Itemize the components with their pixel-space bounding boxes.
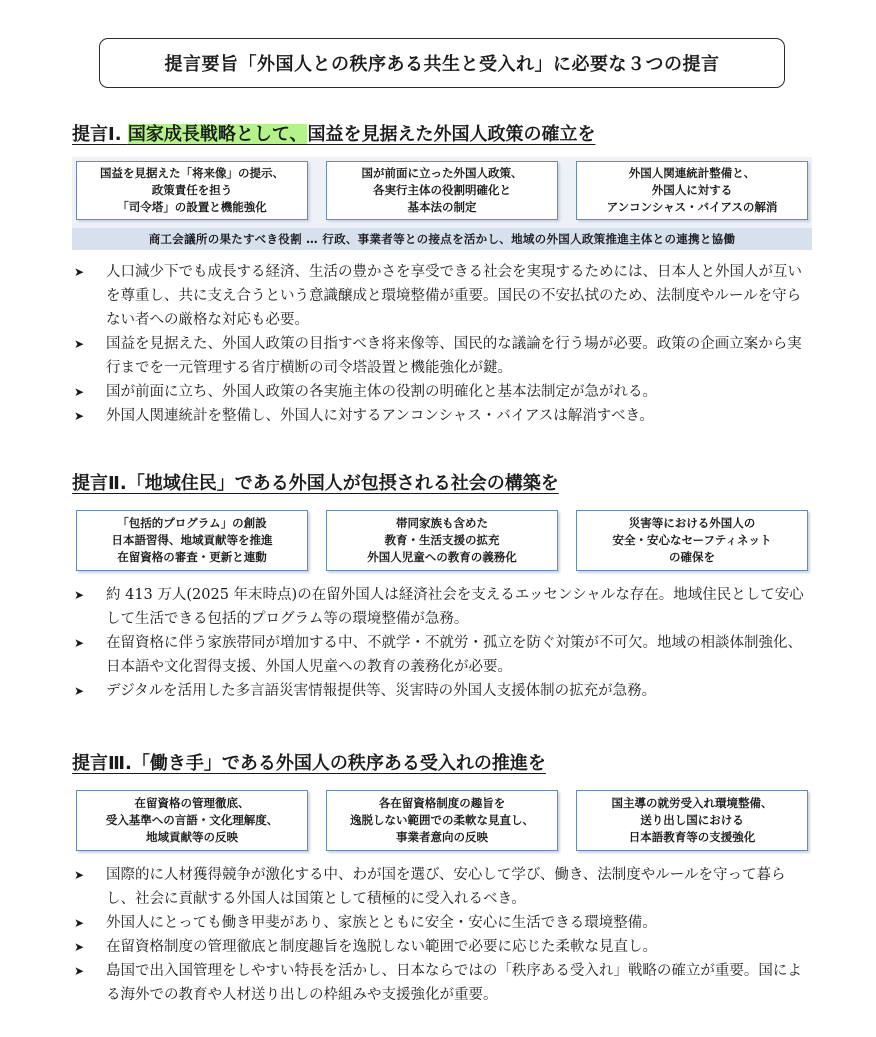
card-line: 日本語教育等の支援強化 bbox=[628, 830, 756, 844]
proposal-1-heading bbox=[72, 121, 812, 149]
proposal-1-card-3 bbox=[576, 161, 808, 220]
bullet-text: 国益を見据えた、外国人政策の目指すべき将来像等、国民的な議論を行う場が必要。政策の企画立案から実行までを一元管理する省庁横断の司令塔設置と機能強化が鍵。 bbox=[106, 336, 802, 376]
proposal-2-card-3 bbox=[576, 510, 808, 571]
card-line: 逸脱しない範囲での柔軟な見直し、 bbox=[350, 813, 534, 827]
list-item bbox=[72, 631, 812, 679]
list-item bbox=[72, 679, 812, 703]
proposal-2-bullets bbox=[72, 583, 812, 703]
proposal-2-cards bbox=[72, 506, 812, 573]
proposal-3-card-3 bbox=[576, 790, 808, 851]
card-line: 外国人関連統計整備と、 bbox=[628, 166, 756, 180]
proposal-1-bullets bbox=[72, 260, 812, 428]
card-line: 「司令塔」の設置と機能強化 bbox=[117, 200, 267, 214]
proposal-1-card-2 bbox=[326, 161, 558, 220]
card-line: 送り出し国における bbox=[640, 813, 744, 827]
list-item bbox=[72, 959, 812, 1007]
card-line: 事業者意向の反映 bbox=[396, 830, 488, 844]
proposal-1-heading-highlight: 国家成長戦略として、 bbox=[127, 124, 308, 145]
card-line: 各在留資格制度の趣旨を bbox=[378, 796, 506, 810]
card-line: 教育・生活支援の拡充 bbox=[384, 533, 500, 547]
arrow-bullet-icon: ➤ bbox=[74, 940, 85, 954]
proposal-3-heading bbox=[72, 750, 812, 778]
card-line: 「包括的プログラム」の創設 bbox=[117, 516, 267, 530]
list-item bbox=[72, 332, 812, 380]
list-item bbox=[72, 863, 812, 911]
bullet-text: 人口減少下でも成長する経済、生活の豊かさを享受できる社会を実現するためには、日本人と外国人が互いを尊重し、共に支え合うという意識醸成と環境整備が重要。国民の不安払拭のため、法制度やルールを守らない者への厳格な対応も必要。 bbox=[106, 264, 802, 328]
proposal-2-card-2 bbox=[326, 510, 558, 571]
card-line: 政策責任を担う bbox=[151, 183, 233, 197]
card-line: 在留資格の審査・更新と連動 bbox=[117, 550, 267, 564]
arrow-bullet-icon: ➤ bbox=[74, 588, 85, 602]
card-line: 災害等における外国人の bbox=[628, 516, 756, 530]
arrow-bullet-icon: ➤ bbox=[74, 964, 85, 978]
arrow-bullet-icon: ➤ bbox=[74, 409, 85, 423]
card-line: 各実行主体の役割明確化と bbox=[373, 183, 511, 197]
card-line: アンコンシャス・バイアスの解消 bbox=[606, 200, 778, 214]
list-item bbox=[72, 260, 812, 332]
proposal-3-bullets bbox=[72, 863, 812, 1007]
list-item bbox=[72, 404, 812, 428]
arrow-bullet-icon: ➤ bbox=[74, 337, 85, 351]
proposal-1-heading-prefix: 提言Ⅰ. bbox=[72, 124, 122, 145]
arrow-bullet-icon: ➤ bbox=[74, 868, 85, 882]
bullet-text: 約 413 万人(2025 年末時点)の在留外国人は経済社会を支えるエッセンシャルな存在。地域住民として安心して生活できる包括的プログラム等の環境整備が急務。 bbox=[106, 587, 804, 627]
bullet-text: 外国人にとっても働き甲斐があり、家族とともに安全・安心に生活できる環境整備。 bbox=[106, 915, 657, 931]
card-line: 地域貢献等の反映 bbox=[146, 830, 238, 844]
arrow-bullet-icon: ➤ bbox=[74, 385, 85, 399]
proposal-1-cards bbox=[72, 157, 812, 228]
proposal-3 bbox=[72, 750, 812, 1007]
card-line: の確保を bbox=[669, 550, 715, 564]
list-item bbox=[72, 911, 812, 935]
bullet-text: デジタルを活用した多言語災害情報提供等、災害時の外国人支援体制の拡充が急務。 bbox=[106, 683, 657, 699]
card-line: 帯同家族も含めた bbox=[396, 516, 488, 530]
card-line: 在留資格の管理徹底、 bbox=[134, 796, 250, 810]
chamber-role-band: 商工会議所の果たすべき役割 … 行政、事業者等との接点を活かし、地域の外国人政策推進主体との連携と協働 bbox=[72, 228, 812, 250]
card-line: 国益を見据えた「将来像」の提示、 bbox=[100, 166, 284, 180]
arrow-bullet-icon: ➤ bbox=[74, 916, 85, 930]
list-item bbox=[72, 583, 812, 631]
card-line: 国主導の就労受入れ環境整備、 bbox=[611, 796, 773, 810]
bullet-text: 在留資格に伴う家族帯同が増加する中、不就学・不就労・孤立を防ぐ対策が不可欠。地域の相談体制強化、日本語や文化習得支援、外国人児童への教育の義務化が必要。 bbox=[106, 635, 802, 675]
card-line: 外国人児童への教育の義務化 bbox=[367, 550, 517, 564]
proposal-2 bbox=[72, 470, 812, 703]
proposal-1 bbox=[72, 121, 812, 428]
arrow-bullet-icon: ➤ bbox=[74, 265, 85, 279]
proposal-3-card-2 bbox=[326, 790, 558, 851]
proposal-3-cards bbox=[72, 786, 812, 853]
bullet-text: 国が前面に立ち、外国人政策の各実施主体の役割の明確化と基本法制定が急がれる。 bbox=[106, 384, 657, 400]
bullet-text: 島国で出入国管理をしやすい特長を活かし、日本ならではの「秩序ある受入れ」戦略の確立が重要。国による海外での教育や人材送り出しの枠組みや支援強化が重要。 bbox=[106, 963, 802, 1003]
list-item bbox=[72, 935, 812, 959]
proposal-3-heading-text: 提言Ⅲ.「働き手」である外国人の秩序ある受入れの推進を bbox=[72, 753, 546, 774]
bullet-text: 国際的に人材獲得競争が激化する中、わが国を選び、安心して学び、働き、法制度やルールを守って暮らし、社会に貢献する外国人は国策として積極的に受入れるべき。 bbox=[106, 867, 786, 907]
arrow-bullet-icon: ➤ bbox=[74, 636, 85, 650]
card-line: 基本法の制定 bbox=[407, 200, 477, 214]
proposal-1-heading-rest: 国益を見据えた外国人政策の確立を bbox=[307, 124, 596, 145]
card-line: 国が前面に立った外国人政策、 bbox=[361, 166, 523, 180]
card-line: 外国人に対する bbox=[651, 183, 733, 197]
card-line: 日本語習得、地域貢献等を推進 bbox=[111, 533, 273, 547]
bullet-text: 在留資格制度の管理徹底と制度趣旨を逸脱しない範囲で必要に応じた柔軟な見直し。 bbox=[106, 939, 657, 955]
bullet-text: 外国人関連統計を整備し、外国人に対するアンコンシャス・バイアスは解消すべき。 bbox=[106, 408, 654, 424]
card-line: 受入基準への言語・文化理解度、 bbox=[105, 813, 279, 827]
list-item bbox=[72, 380, 812, 404]
document-title: 提言要旨「外国人との秩序ある共生と受入れ」に必要な３つの提言 bbox=[99, 38, 785, 88]
proposal-3-card-1 bbox=[76, 790, 308, 851]
arrow-bullet-icon: ➤ bbox=[74, 684, 85, 698]
proposal-2-heading-text: 提言Ⅱ.「地域住民」である外国人が包摂される社会の構築を bbox=[72, 473, 559, 494]
proposal-2-card-1 bbox=[76, 510, 308, 571]
proposal-1-card-1 bbox=[76, 161, 308, 220]
proposal-2-heading bbox=[72, 470, 812, 498]
card-line: 安全・安心なセーフティネット bbox=[612, 533, 772, 547]
